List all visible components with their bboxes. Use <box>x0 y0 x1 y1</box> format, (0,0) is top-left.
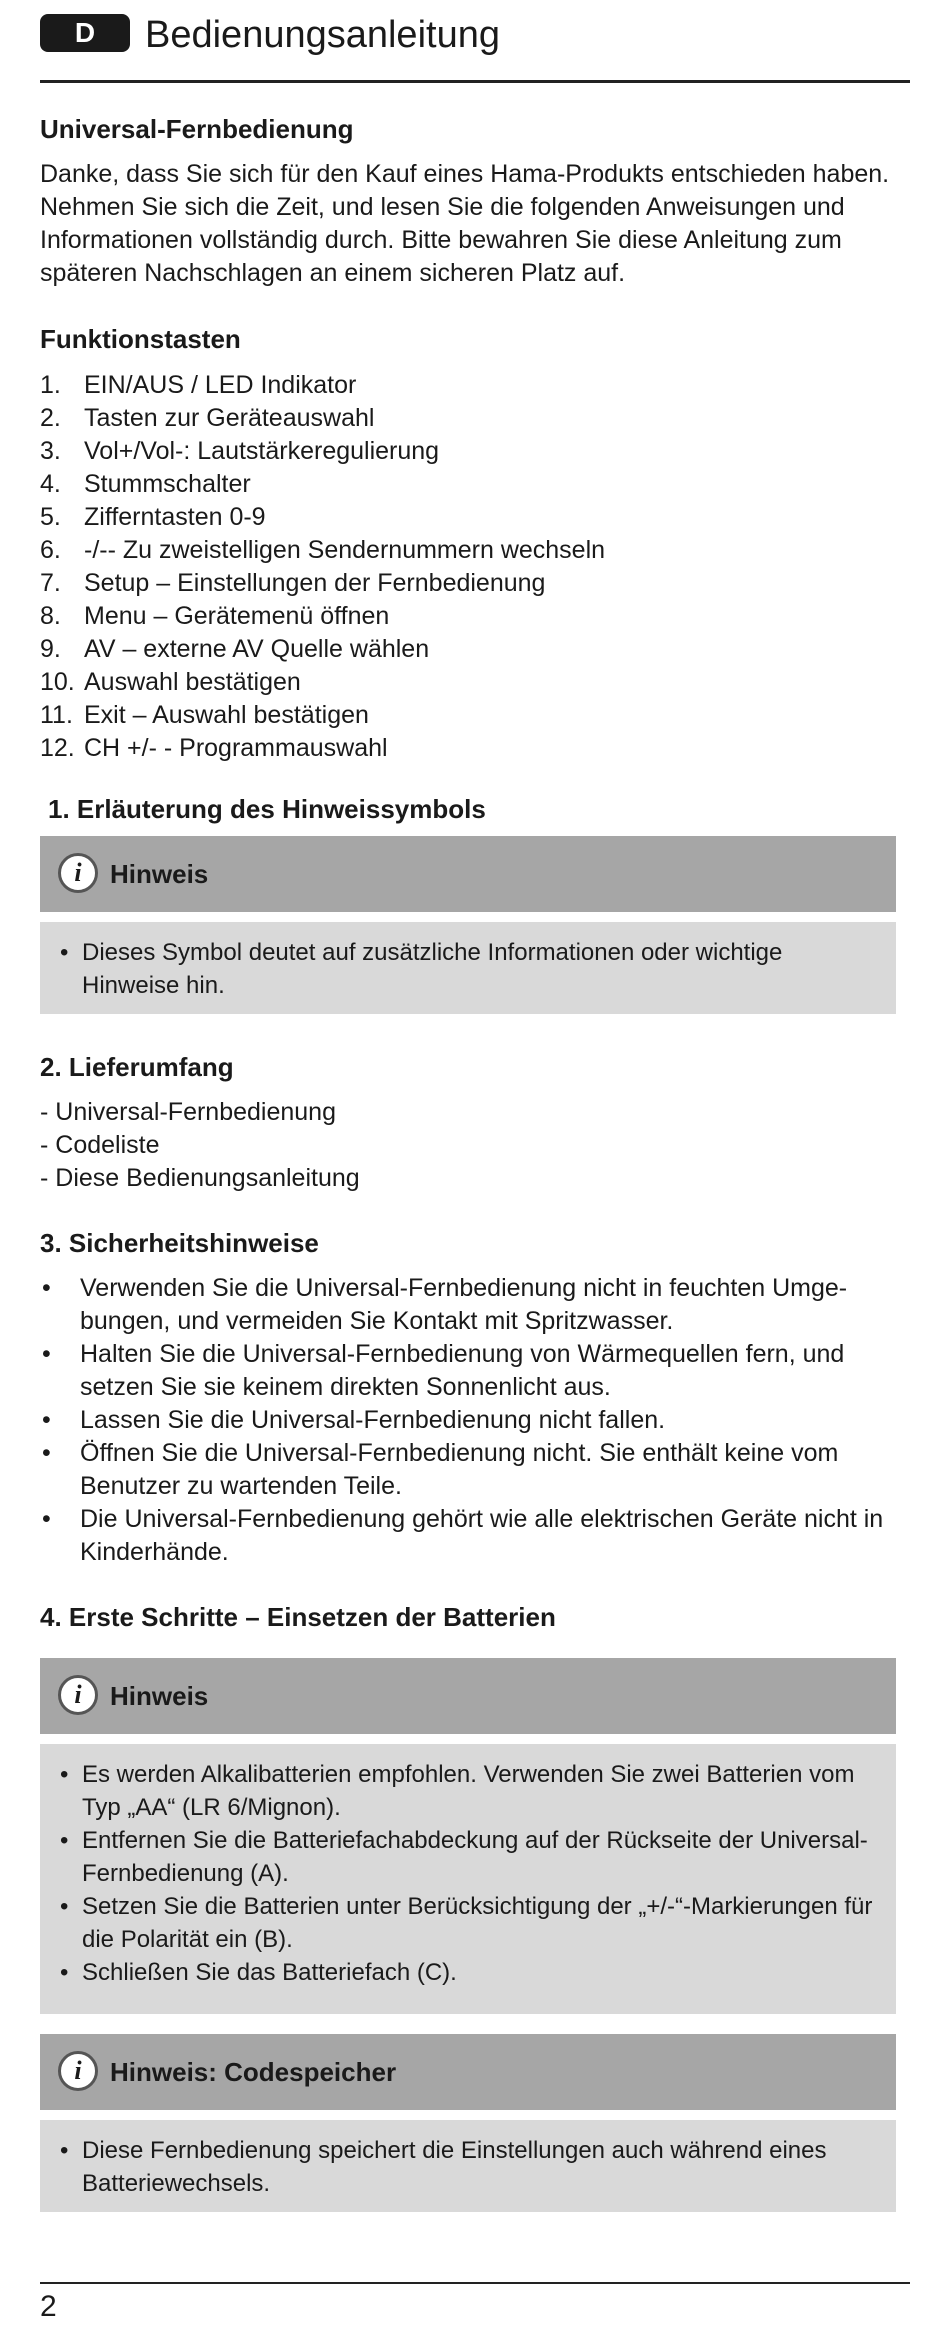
list-item <box>40 699 605 732</box>
page-header <box>40 10 910 83</box>
info-icon: i <box>58 2051 98 2091</box>
item-text: Lassen Sie die Universal-Fernbedienung nicht fallen. <box>80 1406 666 1434</box>
notice-header <box>40 2034 896 2110</box>
list-item <box>40 501 605 534</box>
notice-list <box>60 2134 876 2200</box>
list-item <box>40 1272 900 1338</box>
notice-body <box>40 2120 896 2212</box>
item-text: Stummschalter <box>84 470 251 498</box>
bullet-marker: • <box>60 1893 69 1920</box>
notice-item <box>60 936 876 1002</box>
notice-list <box>60 936 876 1002</box>
bullet-marker: • <box>42 1274 51 1302</box>
list-item <box>40 732 605 765</box>
item-text: Setup – Einstellungen der Fernbedienung <box>84 569 546 597</box>
item-text: Die Universal-Fernbedienung gehört wie alle elektrischen Geräte nicht in Kinderhände. <box>80 1505 884 1566</box>
notice-text: Setzen Sie die Batterien unter Berücksichtigung der „+/-“-Markierungen für die Polarität ein (B). <box>82 1893 873 1953</box>
bullet-marker: • <box>60 1761 69 1788</box>
keys-heading: Funktionstasten <box>40 324 241 354</box>
document-title: Bedienungsanleitung <box>145 14 500 56</box>
info-icon: i <box>58 853 98 893</box>
footer-divider <box>40 2282 910 2284</box>
item-text: -/-- Zu zweistelligen Sendernummern wechseln <box>84 536 606 564</box>
list-item <box>40 402 605 435</box>
notice-body <box>40 1744 896 2014</box>
bullet-marker: • <box>42 1439 51 1467</box>
list-item <box>40 468 605 501</box>
list-item <box>40 1503 900 1569</box>
bullet-marker: • <box>42 1340 51 1368</box>
notice-item <box>60 2134 876 2200</box>
item-number: 9. <box>40 635 61 663</box>
notice-text: Entfernen Sie die Batteriefachabdeckung auf der Rückseite der Universal-Fernbedienung (A). <box>82 1827 868 1887</box>
notice-text: Diese Fernbedienung speichert die Einstellungen auch während eines Batteriewechsels. <box>82 2137 827 2197</box>
item-number: 1. <box>40 371 61 399</box>
language-badge: D <box>40 14 130 52</box>
item-text: EIN/AUS / LED Indikator <box>84 371 357 399</box>
item-text: Verwenden Sie die Universal-Fernbedienung nicht in feuchten Umge-bungen, und vermeiden Sie Kontakt mit Spritzwasser. <box>80 1274 848 1335</box>
item-text: CH +/- - Programmauswahl <box>84 734 388 762</box>
list-item <box>40 600 605 633</box>
intro-heading: Universal-Fernbedienung <box>40 114 354 144</box>
section-3-heading: 3. Sicherheitshinweise <box>40 1228 319 1258</box>
bullet-marker: • <box>60 939 69 966</box>
bullet-marker: • <box>42 1505 51 1533</box>
bullet-marker: • <box>60 2137 69 2164</box>
intro-paragraph: Danke, dass Sie sich für den Kauf eines Hama-Produkts entschieden haben. Nehmen Sie sich die Zeit, und lesen Sie die folgenden Anweisungen und Informationen vollständig durch. Bitte bewahren Sie diese Anleitung zum späteren Nachschlagen an einem sicheren Platz auf. <box>40 160 890 287</box>
notice-item <box>60 1956 876 1989</box>
item-text: Exit – Auswahl bestätigen <box>84 701 369 729</box>
list-item: - Universal-Fernbedienung <box>40 1098 336 1126</box>
item-text: Zifferntasten 0-9 <box>84 503 266 531</box>
item-number: 8. <box>40 602 61 630</box>
notice-item <box>60 1890 876 1956</box>
delivery-contents-list <box>40 1096 360 1195</box>
list-item <box>40 534 605 567</box>
item-text: AV – externe AV Quelle wählen <box>84 635 430 663</box>
bullet-marker: • <box>60 1959 69 1986</box>
notice-text: Schließen Sie das Batteriefach (C). <box>82 1959 457 1986</box>
notice-body <box>40 922 896 1014</box>
item-text: Öffnen Sie die Universal-Fernbedienung nicht. Sie enthält keine vom Benutzer zu wartenden Teile. <box>80 1439 839 1500</box>
bullet-marker: • <box>42 1406 51 1434</box>
item-number: 12. <box>40 734 75 762</box>
item-number: 3. <box>40 437 61 465</box>
bullet-marker: • <box>60 1827 69 1854</box>
notice-text: Es werden Alkalibatterien empfohlen. Verwenden Sie zwei Batterien vom Typ „AA“ (LR 6/Mignon). <box>82 1761 855 1821</box>
notice-header <box>40 836 896 912</box>
list-item: - Diese Bedienungsanleitung <box>40 1164 360 1192</box>
item-number: 4. <box>40 470 61 498</box>
notice-title: Hinweis: Codespeicher <box>110 2057 397 2087</box>
list-item <box>40 369 605 402</box>
item-text: Tasten zur Geräteauswahl <box>84 404 375 432</box>
item-text: Vol+/Vol-: Lautstärkeregulierung <box>84 437 440 465</box>
item-text: Halten Sie die Universal-Fernbedienung von Wärmequellen fern, und setzen Sie sie keinem direkten Sonnenlicht aus. <box>80 1340 845 1401</box>
list-item <box>40 567 605 600</box>
item-number: 2. <box>40 404 61 432</box>
item-number: 6. <box>40 536 61 564</box>
section-1-heading: 1. Erläuterung des Hinweissymbols <box>48 794 486 824</box>
item-text: Menu – Gerätemenü öffnen <box>84 602 390 630</box>
page-number: 2 <box>40 2290 57 2323</box>
item-number: 11. <box>40 701 73 729</box>
safety-list <box>40 1272 900 1569</box>
notice-list <box>60 1758 876 1989</box>
notice-header <box>40 1658 896 1734</box>
section-4-heading: 4. Erste Schritte – Einsetzen der Batterien <box>40 1602 556 1632</box>
item-number: 10. <box>40 668 75 696</box>
item-number: 7. <box>40 569 61 597</box>
section-2-heading: 2. Lieferumfang <box>40 1052 234 1082</box>
item-text: Auswahl bestätigen <box>84 668 301 696</box>
item-number: 5. <box>40 503 61 531</box>
notice-title: Hinweis <box>110 1681 209 1711</box>
list-item: - Codeliste <box>40 1131 160 1159</box>
notice-item <box>60 1758 876 1824</box>
list-item <box>40 633 605 666</box>
list-item <box>40 435 605 468</box>
info-icon: i <box>58 1675 98 1715</box>
list-item <box>40 1404 900 1437</box>
function-key-list <box>40 369 605 765</box>
list-item <box>40 1338 900 1404</box>
list-item <box>40 666 605 699</box>
list-item <box>40 1437 900 1503</box>
notice-title: Hinweis <box>110 859 209 889</box>
notice-text: Dieses Symbol deutet auf zusätzliche Informationen oder wichtige Hinweise hin. <box>82 939 783 999</box>
notice-item <box>60 1824 876 1890</box>
